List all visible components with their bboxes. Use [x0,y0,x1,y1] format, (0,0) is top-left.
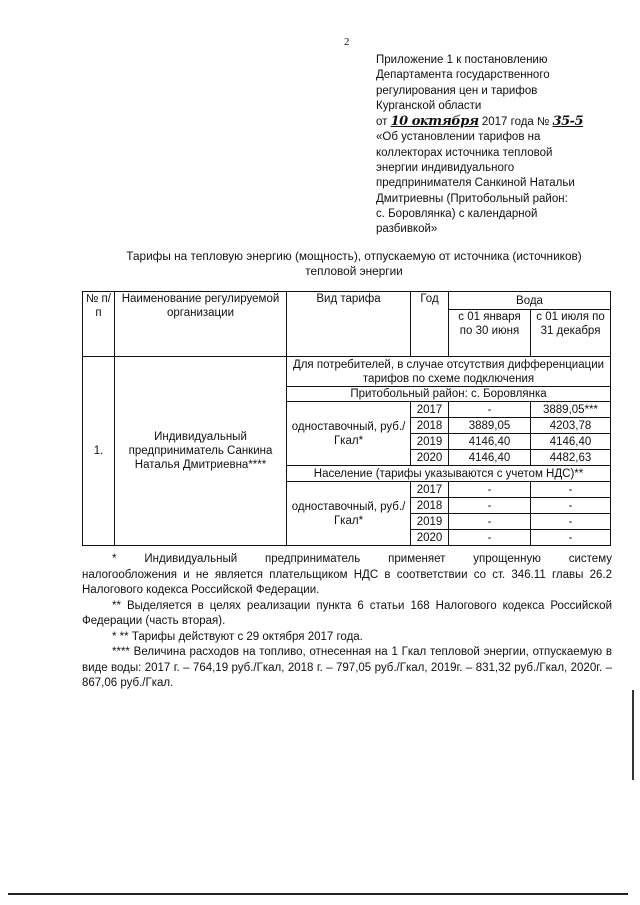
appendix-line: Приложение 1 к постановлению [376,54,548,66]
tariff-type: одноставочный, руб./Гкал* [287,482,411,546]
handwritten-number: 35-5 [552,114,584,130]
tariff-h2: - [531,530,611,546]
header-org: Наименование регулируемой организации [115,292,287,357]
organization-name: Индивидуальный предприниматель Санкина Наталья Дмитриевна**** [115,357,287,546]
decree-subject: с. Боровлянка) с календарной [376,207,538,220]
decree-subject: коллекторах источника тепловой [376,146,553,159]
header-num: № п/п [83,292,115,357]
year-cell: 2017 [411,482,449,498]
appendix-line: регулирования цен и тарифов [376,84,538,97]
header-period-2: с 01 июля по 31 декабря [531,310,611,357]
decree-subject: разбивкой» [376,223,438,236]
district-row: Притобольный район: с. Боровлянка [287,387,611,402]
page-number: 2 [344,36,350,48]
tariff-h1: 4146,40 [449,450,531,466]
footnote-2: ** Выделяется в целях реализации пункта 6 статьи 168 Налогового кодекса Российской Федерации (часть вторая). [82,599,612,627]
title-line: Тарифы на тепловую энергию (мощность), отпускаемую от источника (источников) [126,249,582,263]
footnotes [82,552,612,692]
header-period-1: с 01 января по 30 июня [449,310,531,357]
decree-subject: энергии индивидуального [376,162,515,175]
year-cell: 2020 [411,450,449,466]
scan-bottom-line [8,893,628,895]
decree-subject: Дмитриевны (Притобольный район: [376,192,568,205]
decree-subject: «Об установлении тарифов на [376,131,541,144]
tariff-h2: - [531,498,611,514]
appendix-line: Курганской области [376,99,482,112]
date-prefix: от [376,116,388,129]
year-cell: 2017 [411,402,449,418]
tariff-h1: - [449,482,531,498]
decree-subject: предпринимателя Санкиной Натальи [376,177,575,190]
year-cell: 2020 [411,530,449,546]
handwritten-date: 10 октября [390,114,479,130]
section-title: Для потребителей, в случае отсутствия дифференциации тарифов по схеме подключения [287,357,611,387]
tariff-h1: 3889,05 [449,418,531,434]
tariff-h1: - [449,402,531,418]
header-type: Вид тарифа [287,292,411,357]
date-suffix: 2017 года № [481,116,550,129]
tariff-h1: - [449,514,531,530]
footnote-4: **** Величина расходов на топливо, отнесенная на 1 Гкал тепловой энергии, отпускаемую в виде воды: 2017 г. – 764,19 руб./Гкал, 2018 г. – 797,05 руб./Гкал, 2019г. – 831,32 руб./Гкал, 2020г. – 867,06 руб./Гкал. [82,646,612,689]
year-cell: 2019 [411,434,449,450]
row-number: 1. [83,357,115,546]
year-cell: 2018 [411,498,449,514]
decree-date-line [376,114,616,130]
footnote-1: * Индивидуальный предприниматель применяет упрощенную систему [112,553,612,565]
section-title: Население (тарифы указываются с учетом НДС)** [287,466,611,482]
tariff-h2: - [531,514,611,530]
tariff-h1: - [449,530,531,546]
tariff-table [82,291,611,546]
document-title [70,249,638,279]
scan-edge-line [632,690,634,780]
tariff-h2: 4203,78 [531,418,611,434]
appendix-line: Департамента государственного [376,69,550,82]
year-cell: 2018 [411,418,449,434]
footnote-1-cont: налогообложения и не является плательщиком НДС в соответствии со ст. 346.11 главы 26.2 Налогового кодекса Российской Федерации. [82,568,612,596]
title-line: тепловой энергии [305,264,403,278]
tariff-h2: 3889,05*** [531,402,611,418]
header-water: Вода [449,292,611,310]
year-cell: 2019 [411,514,449,530]
tariff-type: одноставочный, руб./Гкал* [287,402,411,466]
tariff-h2: 4482,63 [531,450,611,466]
tariff-h2: - [531,482,611,498]
appendix-header [376,53,616,238]
footnote-3: * ** Тарифы действуют с 29 октября 2017 года. [112,630,363,643]
tariff-h1: 4146,40 [449,434,531,450]
header-year: Год [411,292,449,357]
tariff-h1: - [449,498,531,514]
tariff-h2: 4146,40 [531,434,611,450]
